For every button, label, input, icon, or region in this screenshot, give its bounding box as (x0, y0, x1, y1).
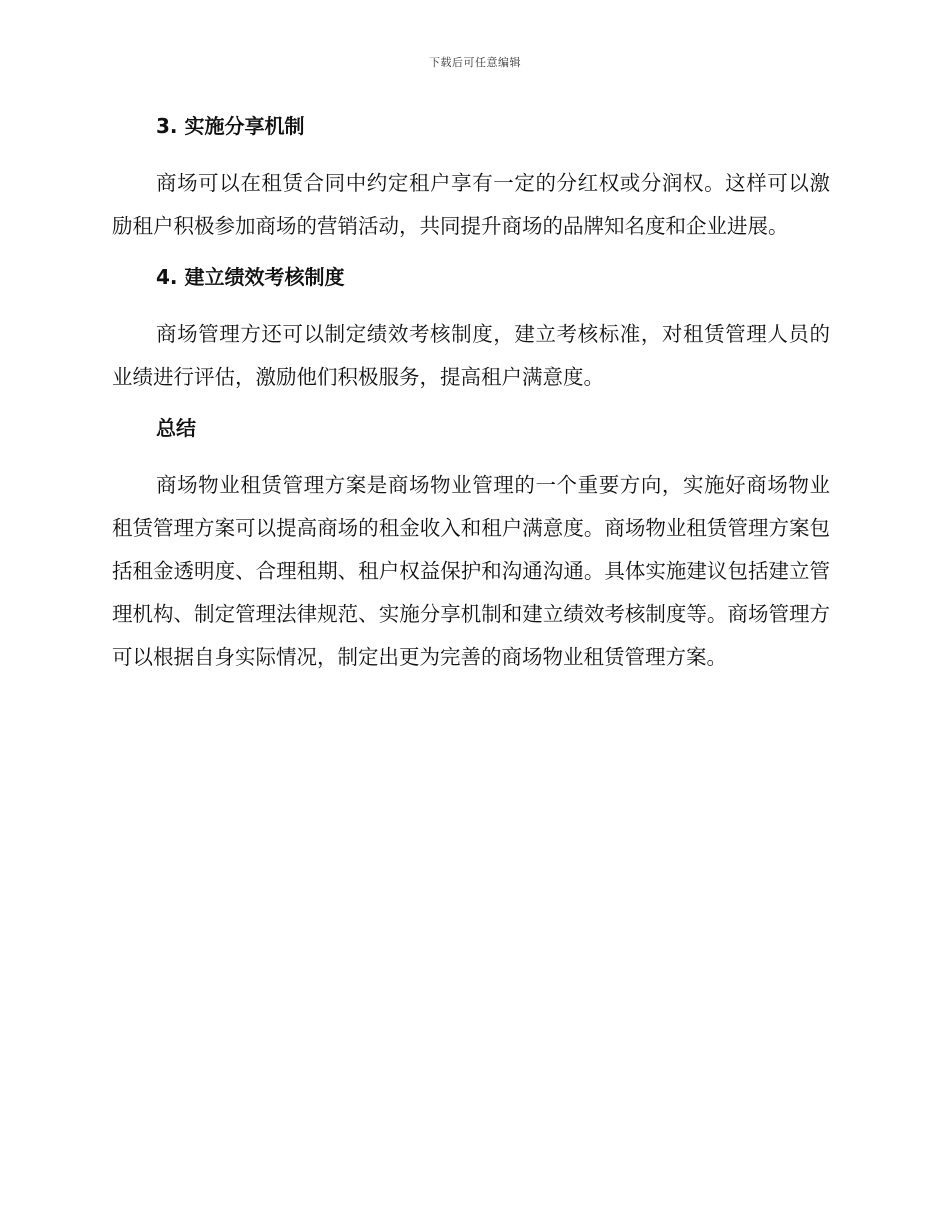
section-paragraph-performance-assessment: 商场管理方还可以制定绩效考核制度，建立考核标准，对租赁管理人员的业绩进行评估，激励他们积极服务，提高租户满意度。 (112, 322, 830, 389)
header-note: 下载后可任意编辑 (429, 56, 521, 69)
section-heading-summary: 总结 (156, 416, 196, 440)
section-heading-performance-assessment: 4. 建立绩效考核制度 (156, 265, 345, 289)
section-paragraph-sharing-mechanism: 商场可以在租赁合同中约定租户享有一定的分红权或分润权。这样可以激励租户积极参加商场的营销活动，共同提升商场的品牌知名度和企业进展。 (112, 171, 830, 238)
section-heading-sharing-mechanism: 3. 实施分享机制 (156, 114, 305, 138)
document-body (112, 108, 830, 690)
section-paragraph-summary: 商场物业租赁管理方案是商场物业管理的一个重要方向，实施好商场物业租赁管理方案可以提高商场的租金收入和租户满意度。商场物业租赁管理方案包括租金透明度、合理租期、租户权益保护和沟通沟通。具体实施建议包括建立管理机构、制定管理法律规范、实施分享机制和建立绩效考核制度等。商场管理方可以根据自身实际情况，制定出更为完善的商场物业租赁管理方案。 (112, 473, 830, 669)
